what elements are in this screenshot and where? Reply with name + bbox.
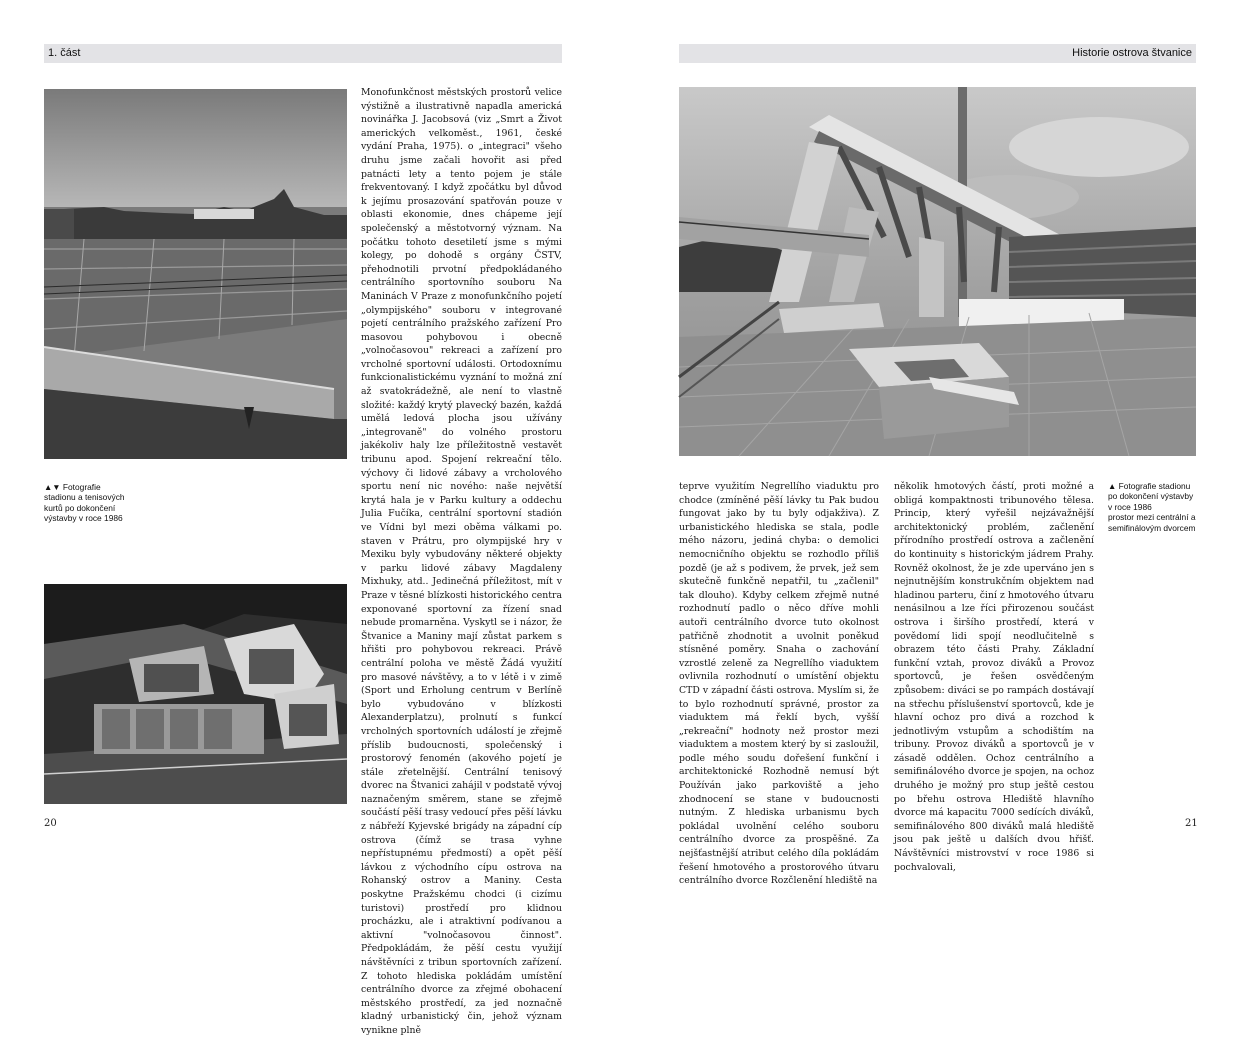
aerial-stadium-photo xyxy=(44,584,347,804)
right-article-column-1 xyxy=(679,480,879,887)
caption-line: stadionu a tenisových xyxy=(44,492,125,503)
caption-line: ▲▼ Fotografie xyxy=(44,482,101,492)
caption-line: po dokončení výstavby xyxy=(1108,491,1194,502)
right-article-text-2: několik hmotových částí, proti možné a obligá kompaktnosti tribunového tělesa. Princip, který vyřešil nejzávažnější architektonický problém, začlenění přírodního prostředí ostrova a začlenění do kontinuity s historickým jádrem Prahy. Rovněž okolnost, že je zde uperváno jen s nejnutnějším konstrukčním objektem nad hladinou parteru, činí z hmotového útvaru nenásilnou a lze říci přirozenou součást ostrova i širšího prostředí, která v povědomí lidi spojí neodlučitelně s obrazem této části Prahy. Základní funkční vztah, provoz diváků a Provoz sportovců, je řešen osvědčeným způsobem: diváci se po rampách dostávají na střechu příslušenství sportovců, kde je hlavní ochoz pro divá a rozchod k jednotlivým vstupům a schodištím na tribuny. Provoz diváků a sportovců je v zásadě oddělen. Ochoz centrálního a semifinálového dvorce je spojen, na ochoz druhého je možný pro stup ještě cestou po břehu ostrova Hlediště hlavního dvorce má kapacitu 7000 sedících diváků, semifinálového 800 diváků malá hlediště jsou pak ještě u dalších dvou hřišť. Návštěvníci mistrovství v roce 1986 si pochvalovali, xyxy=(894,481,1094,873)
right-article-text-1: teprve využitím Negrellího viaduktu pro chodce (zmíněné pěší lávky tu Pak budou fungovat jako by tu byly odjakživa). Z urbanistického hlediska se stala, podle mého názoru, jediná chyba: o demolici nemocničního objektu se rozhodlo příliš pozdě (je až s podivem, že prvek, jež sem skutečně funkčně nepatřil, tu „začlenil" tak dlouho). Kdyby celkem zřejmě nutné rozhodnutí padlo o něco dříve mohli autoři centrálního dvorce tuto okolnost patřičně zhodnotit a uvolnit poněkud stísněné poměry. Snaha o zachování vzrostlé zeleně za Negrellího viaduktem ovlivnila rozhodnutí o umístění objektu CTD v západní části ostrova. Myslím si, že to bylo rozhodnutí správné, prostor za viaduktem má řeklí bych, vyšší „rekreační" hodnoty než prostor mezi viaduktem a mostem který by si zasloužil, podle mého soudu dořešení funkční i architektonické Rozhodně nemusí být Používán jako parkoviště a jeho zhodnocení se stane v budoucnosti nutným. Z hlediska urbanismu bych pokládal uvolnění celého souboru centrálního dvorce za prospěšné. Za nejšťastnější atribut celého díla pokládám řešení hmotového a prostorového útvaru centrálního dvorce Rozčlenění hlediště na xyxy=(679,481,879,887)
stadium-courts-photo-top xyxy=(44,89,347,459)
right-article-column-2 xyxy=(894,480,1094,873)
right-page-number: 21 xyxy=(1185,818,1198,829)
caption-line: v roce 1986 xyxy=(1108,501,1152,512)
left-page-number: 20 xyxy=(44,818,57,829)
left-article-text: Monofunkčnost městských prostorů velice výstižně a ilustrativně napadla americká novinářka J. Jacobsová (viz „Smrt a Život amerických velkoměst., 1961, české vydání Praha, 1975). o „integraci" všeho druhu jsme začali hovořit asi před patnácti lety a tento pojem je stále frekventovaný. I když zpočátku byl důvod k jejímu prosazování spatřován pouze v oblasti ekonomie, dnes chápeme její společenský a městotvorný význam. Na počátku tohoto desetiletí jsme s mými kolegy, po dohodě s orgány ČSTV, přehodnotili prvotní předpokládaného centrálního sportovního souboru Na Maninách V Praze z monofunkčního pojetí „olympijského" souboru v integrované pojetí centrálního pražského zařízení Pro masovou pohybovou i obecně „volnočasovou" rekreaci a zařízení pro vrcholné sportovní události. Ortodoxnímu funkcionalistickému vyznání to možná zní až svatokrádežně, ale není to vlastně složité: každý krytý plavecký bazén, každá umělá ledová plocha jsou užívány „integrovaně" do volného prostoru jakékoliv haly lze příležitostně vestavět tribunu apod. Spojení rekreační tělo. výchovy či lidové zábavy a vrcholového sportu není nic nového: naše největší krytá hala je v Parku kultury a oddechu Julia Fučíka, centrální sportovní stadión ve Vídni byl mezi oběma válkami po. staven v Prátru, pro olympijské hry v Mexiku byly vybudovány některé objekty v parku lidové zábavy Magdaleny Mixhuky, atd.. Jedinečná příležitost, mít v Praze v těsné blízkosti historického centra exponované sportovní za řízení snad nebude promarněna. Vyskytl se i názor, že Štvanice a Maniny mají zůstat parkem s hřišti pro pohybovou rekreaci. Právě centrální poloha ve městě Žádá využití pro masové návštěvy, a to v létě i v zimě (Sport und Erholung centrum v Berlíně bylo vybudováno v blízkosti Alexanderplatzu), prolnutí s funkcí vrcholných sportovních událostí je zřejmě příslib budoucnosti, společenský i prostorový fenomén (akového pojetí je stále zřetelnější. Centrální tenisový dvorec na Štvanici zahájil v podstatě vývoj naznačeným směrem, stane se zřejmě součástí pěší trasy vedoucí přes pěší lávku z nábřeží Kyjevské brigády na západní cíp ostrova (čímž se trasa vyhne nepřístupnému předmostí) a opět pěší lávkou z východního cípu ostrova na Rohanský ostrov a Maniny. Cesta poskytne Pražskému chodci (i cizímu turistovi) prostředí pro klidnou procházku, ale i atraktivní podívanou a aktivní "volnočasovou činnost". Předpokládám, že pěší cestu využijí návštěvníci z tribun sportovních zařízení. Z tohoto hlediska pokládám umístění centrálního dvorce za zřejmé obohacení městského prostředí, za jed noznačně kladný urbanistický čin, jehož význam vynikne plně xyxy=(361,87,562,1036)
caption-line: ▲ Fotografie stadionu xyxy=(1108,481,1191,491)
caption-line: kurtů po dokončení xyxy=(44,502,116,513)
right-photo-caption xyxy=(1108,481,1208,533)
stadium-grandstand-photo xyxy=(679,87,1196,456)
caption-line: výstavby v roce 1986 xyxy=(44,513,123,524)
left-article-column xyxy=(361,86,562,1036)
caption-line: semifinálovým dvorcem xyxy=(1108,522,1196,533)
right-section-header: Historie ostrova štvanice xyxy=(679,44,1196,63)
left-section-header: 1. část xyxy=(44,44,562,63)
left-photo-caption xyxy=(44,482,164,524)
caption-line: prostor mezi centrální a xyxy=(1108,512,1196,523)
